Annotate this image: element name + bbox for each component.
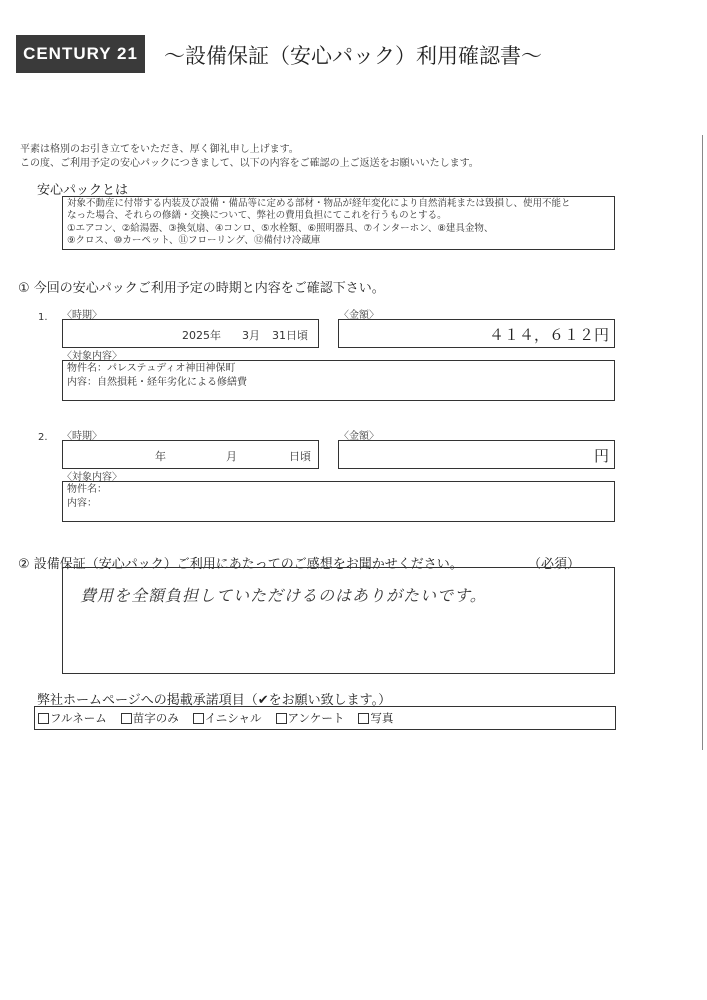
checkbox[interactable]: [358, 713, 369, 724]
content-text: 内容：: [67, 498, 97, 509]
period-label: 〈時期〉: [62, 310, 102, 321]
target-label: 〈対象内容〉: [62, 351, 122, 362]
checkbox[interactable]: [121, 713, 132, 724]
consent-heading: 弊社ホームページへの掲載承諾項目（✔をお願い致します。）: [37, 693, 392, 708]
property-name: 物件名：パレステュディオ神田神保町: [67, 363, 236, 374]
amount-field[interactable]: [338, 319, 615, 348]
checkbox[interactable]: [38, 713, 49, 724]
period-year: 2025年: [182, 329, 221, 342]
section2-heading: ② 設備保証（安心パック）ご利用にあたってのご感想をお聞かせください。: [18, 557, 463, 572]
option-label: イニシャル: [204, 711, 262, 725]
amount-field[interactable]: [338, 440, 615, 469]
about-box: [62, 196, 615, 250]
target-label: 〈対象内容〉: [62, 472, 122, 483]
document-title: ～設備保証（安心パック）利用確認書～: [164, 44, 542, 68]
option-label: 写真: [370, 711, 394, 725]
century21-logo: CENTURY 21: [16, 35, 145, 73]
amount-label: 〈金額〉: [339, 431, 379, 442]
option-label: フルネーム: [50, 711, 107, 725]
option-photo[interactable]: [358, 710, 393, 726]
period-year: 年: [155, 450, 166, 463]
about-line: なった場合、それらの修繕・交換について、弊社の費用負担にてこれを行うものとする。: [67, 210, 447, 222]
period-day: 31日頃: [272, 329, 308, 342]
option-label: アンケート: [287, 711, 345, 725]
about-heading: 安心パックとは: [37, 183, 129, 198]
consent-options: [34, 706, 616, 730]
about-line: ⑨クロス、⑩カーペット、⑪フローリング、⑫備付け冷蔵庫: [67, 235, 321, 247]
period-field[interactable]: [62, 319, 319, 348]
option-survey[interactable]: [276, 710, 345, 726]
target-field[interactable]: [62, 360, 615, 401]
scan-edge-line: [702, 135, 703, 750]
option-fullname[interactable]: [38, 710, 107, 726]
period-day: 日頃: [289, 450, 311, 463]
intro-line-2: この度、ご利用予定の安心パックにつきまして、以下の内容をご確認の上ご返送をお願いいたします。: [20, 158, 479, 169]
amount-value: ４１４，６１２円: [488, 326, 609, 344]
period-month: 3月: [242, 329, 260, 342]
handwritten-response: 費用を全額負担していただけるのはありがたいです。: [80, 586, 487, 605]
required-mark: （必須）: [528, 557, 581, 572]
period-month: 月: [226, 450, 237, 463]
option-surname[interactable]: [121, 710, 179, 726]
property-name: 物件名：: [67, 484, 107, 495]
period-label: 〈時期〉: [62, 431, 102, 442]
option-label: 苗字のみ: [132, 711, 179, 725]
entry-number: 1.: [38, 312, 48, 323]
amount-label: 〈金額〉: [339, 310, 379, 321]
about-line: ①エアコン、②給湯器、③換気扇、④コンロ、⑤水栓類、⑥照明器具、⑦インターホン、⑧建具金物、: [67, 222, 494, 234]
intro-line-1: 平素は格別のお引き立てをいただき、厚く御礼申し上げます。: [20, 144, 299, 155]
amount-value: 円: [593, 447, 609, 465]
target-field[interactable]: [62, 481, 615, 522]
checkbox[interactable]: [193, 713, 204, 724]
checkbox[interactable]: [276, 713, 287, 724]
content-text: 内容：自然損耗・経年劣化による修繕費: [67, 377, 247, 388]
section1-heading: ① 今回の安心パックご利用予定の時期と内容をご確認下さい。: [18, 281, 385, 296]
option-initials[interactable]: [193, 710, 262, 726]
about-line: 対象不動産に付帯する内装及び設備・備品等に定める部材・物品が経年変化により自然消耗または毀損し、使用不能と: [67, 198, 571, 209]
period-field[interactable]: [62, 440, 319, 469]
entry-number: 2.: [38, 432, 48, 443]
